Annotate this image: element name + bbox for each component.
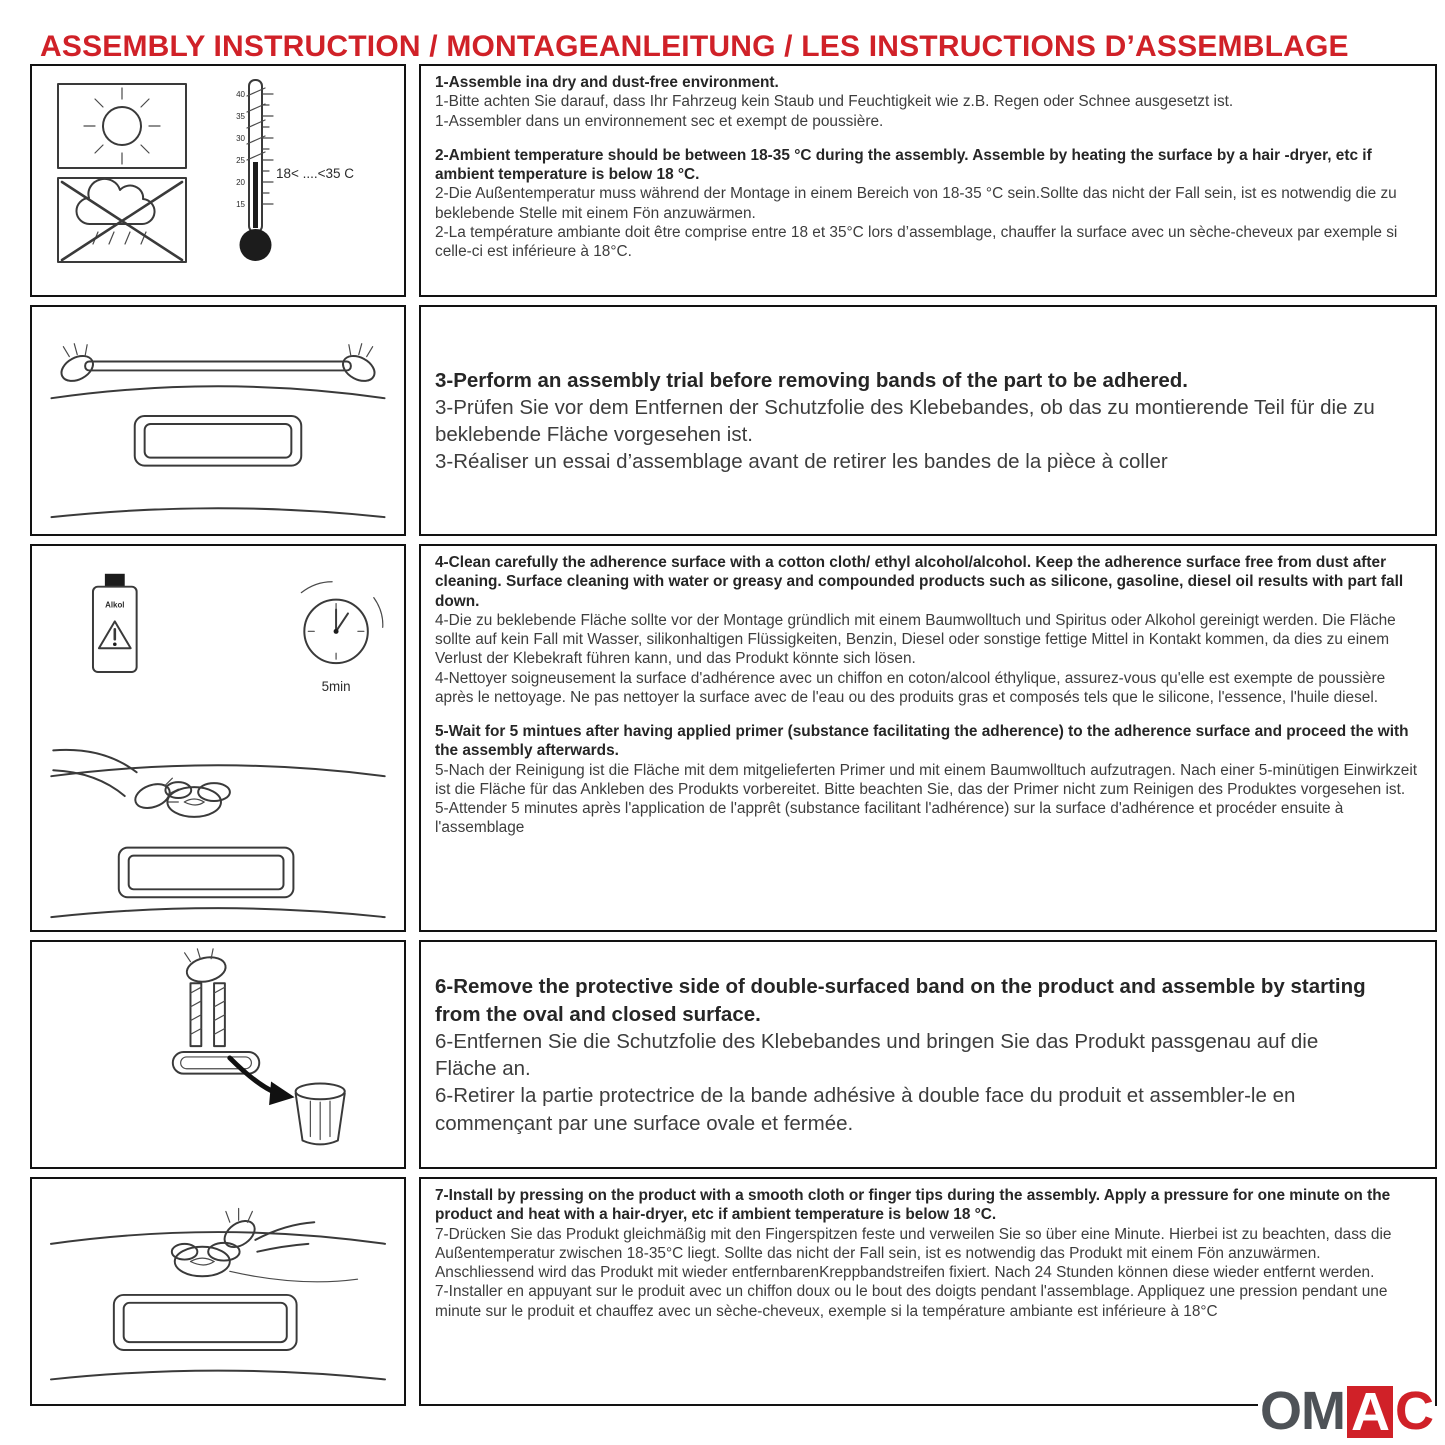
wiping-hand-icon [53, 750, 178, 813]
instruction-text-box-4 [419, 940, 1437, 1169]
plate-recess-icon [114, 1295, 297, 1350]
press-install-illustration [32, 1179, 404, 1404]
environment-thermometer-illustration [32, 66, 404, 295]
instruction-paragraph: 7-Install by pressing on the product with a smooth cloth or finger tips during the assembly. Apply a pressure for one minute on the product and heat with a hair-dryer, etc if ambient temperature is below 18 °C. [435, 1187, 1391, 1224]
trash-can-icon [296, 1083, 345, 1144]
page-title: ASSEMBLY INSTRUCTION / MONTAGEANLEITUNG / LES INSTRUCTIONS D’ASSEMBLAGE [40, 30, 1349, 64]
plate-recess-icon [119, 848, 294, 898]
remove-band-illustration [32, 942, 404, 1167]
assembly-trial-illustration [32, 307, 404, 534]
thermometer-scale-label: 20 [236, 178, 245, 187]
instruction-row-4 [30, 940, 1437, 1169]
thermometer-scale-label: 15 [236, 200, 245, 209]
logo-letter: M [1301, 1381, 1345, 1441]
instruction-paragraph: 4-Die zu beklebende Fläche sollte vor der Montage gründlich mit einem Baumwolltuch und Spiritus oder Alkohol gereinigt werden. Die Fläche sollte auf kein Fall mit Wasser, silikonhaltigen Flüssigkeiten, Benzin, Diesel oder sonstige fettige Mittel in Kontakt kommen, da dies zu einem Verlust der Klebekraft führen kann, und das Produkt könnte sich lösen. [435, 611, 1396, 668]
instruction-paragraph: 3-Prüfen Sie vor dem Entfernen der Schutzfolie des Klebebandes, ob das zu montierende Teil für die zu beklebende Fläche vorgesehen ist. [435, 395, 1375, 446]
instruction-paragraph: 5-Attender 5 minutes après l'application de l'apprêt (substance facilitant l'adhérence) sur la surface d'adhérence et procéder ensuite à l'assemblage [435, 800, 1344, 837]
instruction-paragraph: 6-Entfernen Sie die Schutzfolie des Klebebandes und bringen Sie das Produkt passgenau auf die Fläche an. [435, 1029, 1319, 1080]
alcohol-bottle-icon [93, 574, 137, 672]
instruction-text-box-3 [419, 544, 1437, 932]
instruction-paragraph: 6-Remove the protective side of double-surfaced band on the product and assemble by starting from the oval and closed surface. [435, 975, 1366, 1026]
peeling-hand-icon [185, 949, 228, 985]
instruction-row-2 [30, 305, 1437, 536]
instruction-paragraph: 1-Assembler dans un environnement sec et exempt de poussière. [435, 112, 884, 130]
instruction-paragraph: 1-Bitte achten Sie darauf, dass Ihr Fahrzeug kein Staub und Feuchtigkeit wie z.B. Regen oder Schnee ausgesetzt ist. [435, 93, 1234, 111]
illustration-remove-band [30, 940, 406, 1169]
instruction-paragraph: 7-Drücken Sie das Produkt gleichmäßig mit den Fingerspitzen feste und verweilen Sie so über eine Minute. Hierbei ist zu beachten, dass die Außentemperatur zwischen 18-35°C liegt. Sollte das nicht der Fall sein, ist es notwendig das Produkt mit einem Fön anzuwärmen. Anschliessend wird das Produkt mit wieder entfernbarenKreppbandstreifen fixiert. Nach 24 Stunden können diese wieder entfernt werden. [435, 1225, 1392, 1281]
omac-logo [1258, 1381, 1435, 1442]
logo-letter: O [1260, 1381, 1302, 1441]
bottle-label: Alkol [105, 600, 125, 610]
instruction-paragraph: 4-Clean carefully the adherence surface with a cotton cloth/ ethyl alcohol/alcohol. Keep the adherence surface free from dust after cleaning. Surface cleaning with water or greasy and compounded products such as silicone, gasoline, diesel oil results with part fall down. [435, 554, 1404, 610]
right-hand-icon [339, 344, 379, 386]
instruction-row-3 [30, 544, 1437, 932]
thermometer-scale-label: 30 [236, 134, 245, 143]
thermometer-scale-label: 40 [236, 90, 245, 99]
instruction-row-5 [30, 1177, 1437, 1406]
illustration-clean-surface [30, 544, 406, 932]
instruction-row-1 [30, 64, 1437, 297]
instruction-paragraph: 3-Réaliser un essai d’assemblage avant de retirer les bandes de la pièce à coller [435, 450, 1168, 474]
plate-recess-icon [135, 416, 302, 466]
cloth-icon [165, 782, 229, 817]
instruction-paragraph: 2-La température ambiante doit être comprise entre 18 et 35°C lors d’assemblage, chauffer la surface avec un sèche-cheveux par exemple si celle-ci est inférieure à 18°C. [435, 223, 1398, 260]
instruction-paragraph: 5-Wait for 5 mintues after having applied primer (substance facilitating the adherence) to the adherence surface and proceed the with the assembly afterwards. [435, 723, 1409, 760]
illustration-environment [30, 64, 406, 297]
left-hand-icon [57, 344, 97, 386]
instruction-paragraph: 3-Perform an assembly trial before removing bands of the part to be adhered. [435, 368, 1188, 392]
no-rain-icon [58, 178, 186, 262]
instruction-text-box-2 [419, 305, 1437, 536]
instruction-paragraph: 6-Retirer la partie protectrice de la bande adhésive à double face du produit et assembler-le en commençant par une surface ovale et fermée. [435, 1084, 1296, 1135]
protective-bands-icon [190, 983, 224, 1046]
sun-icon [58, 84, 186, 168]
instruction-text-box-1 [419, 64, 1437, 297]
instruction-paragraph: 7-Installer en appuyant sur le produit avec un chiffon doux ou le bout des doigts pendant l'assemblage. Appliquez une pression pendant une minute sur le produit et chauffez avec un sèche-cheveux, exemple si la température ambiante est inférieure à 18°C [435, 1283, 1388, 1320]
temperature-range-label: 18< ....<35 C [276, 166, 355, 181]
thermometer-scale-label: 25 [236, 156, 245, 165]
logo-letter: C [1395, 1381, 1433, 1441]
illustration-press-install [30, 1177, 406, 1406]
instruction-paragraph: 4-Nettoyer soigneusement la surface d'adhérence avec un chiffon en coton/alcool éthylique, assurez-vous qu'elle est exempte de poussière après le nettoyage. Ne pas nettoyer la surface avec de l'eau ou des produits gras et composés tels que le silicone, l'essence, l'huile diesel. [435, 669, 1386, 706]
instruction-paragraph: 1-Assemble ina dry and dust-free environment. [435, 74, 779, 91]
discard-arrow-icon [230, 1058, 295, 1105]
illustration-assembly-trial [30, 305, 406, 536]
instruction-paragraph: 2-Die Außentemperatur muss während der Montage in einem Bereich von 18-35 °C sein.Sollte das nicht der Fall sein, ist es notwendig die zu beklebende Stelle mit einem Fön anzuwärmen. [435, 185, 1397, 222]
instruction-paragraph: 2-Ambient temperature should be between 18-35 °C during the assembly. Assemble by heating the surface by a hair -dryer, etc if ambient temperature is below 18 °C. [435, 146, 1372, 183]
clock-duration-label: 5min [321, 678, 351, 694]
thermometer-scale-label: 35 [236, 112, 245, 121]
instruction-paragraph: 5-Nach der Reinigung ist die Fläche mit dem mitgelieferten Primer und mit einem Baumwolltuch aufzutragen. Nach einer 5-minütigen Einwirkzeit ist die Fläche für das Ankleben des Produkts vorbereitet. Bitte beachten Sie, das der Primer nicht zum Reinigen des Produktes vorgesehen ist. [435, 761, 1418, 798]
thermometer-icon [236, 80, 354, 261]
clock-icon [301, 582, 382, 694]
instruction-text-box-5 [419, 1177, 1437, 1406]
logo-letter: A [1347, 1386, 1393, 1438]
clean-surface-illustration [32, 546, 404, 930]
